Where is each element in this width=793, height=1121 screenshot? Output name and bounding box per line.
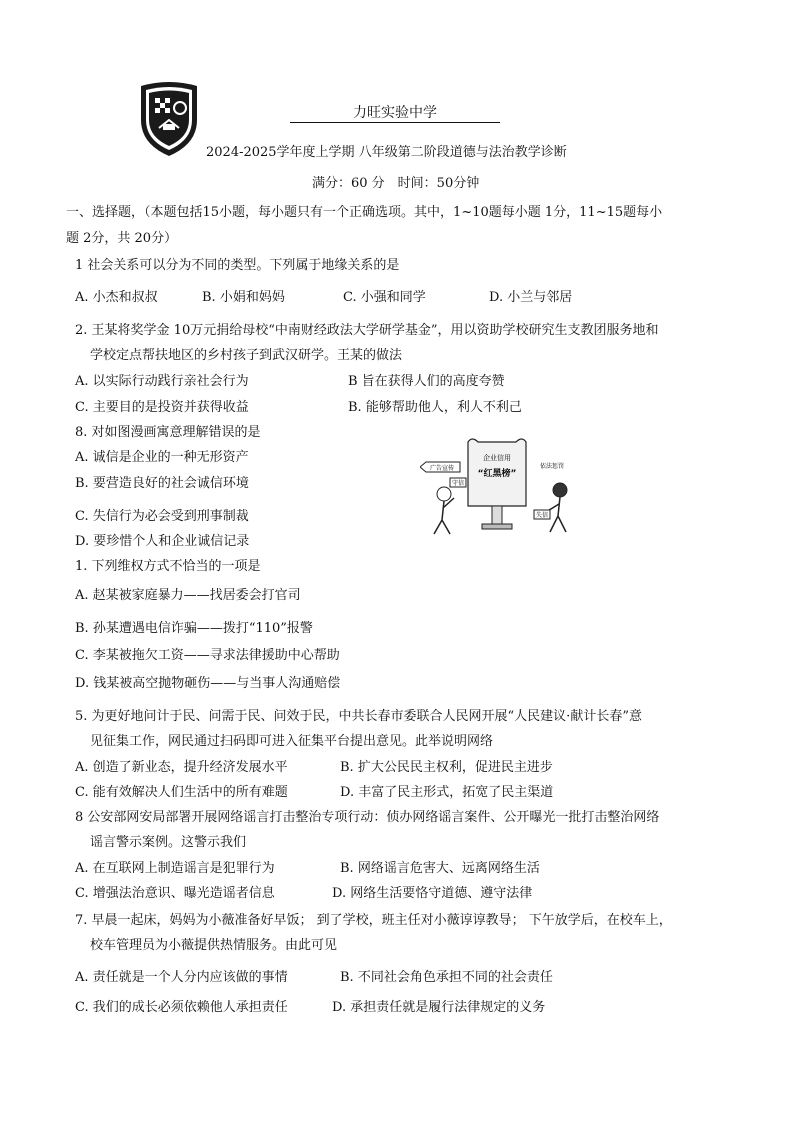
q4-option-b[interactable]: B. 孙某遭遇电信诈骗——拨打“110”报警 xyxy=(75,621,313,636)
q4-option-a[interactable]: A. 赵某被家庭暴力——找居委会打官司 xyxy=(75,588,301,603)
cartoon-sign-right: 依法惩罚 xyxy=(539,463,565,470)
q2-option-c[interactable]: C. 主要目的是投资并获得收益 xyxy=(75,400,249,415)
q6-option-d[interactable]: D. 网络生活要恪守道德、遵守法律 xyxy=(332,886,533,901)
cartoon-board-top: 企业信用 xyxy=(483,454,511,462)
section-heading-line2: 题 2分，共 20分） xyxy=(66,231,178,246)
q3-option-a[interactable]: A. 诚信是企业的一种无形资产 xyxy=(75,450,249,465)
exam-meta: 满分：60 分 时间：50分钟 xyxy=(312,176,480,191)
cartoon-tag-right: 失信 xyxy=(535,512,549,519)
q7-option-b[interactable]: B. 不同社会角色承担不同的社会责任 xyxy=(340,970,553,985)
q6-stem-line1: 8 公安部网安局部署开展网络谣言打击整治专项行动：侦办网络谣言案件、公开曝光一批打击整治网络 xyxy=(75,810,660,825)
q7-option-d[interactable]: D. 承担责任就是履行法律规定的义务 xyxy=(332,1000,546,1015)
q5-option-d[interactable]: D. 丰富了民主形式，拓宽了民主渠道 xyxy=(340,785,554,800)
q4-stem: 1. 下列维权方式不恰当的一项是 xyxy=(75,559,261,574)
q2-option-a[interactable]: A. 以实际行动践行亲社会行为 xyxy=(75,374,249,389)
cartoon-tag-left: 守信 xyxy=(451,480,465,487)
q7-stem-line2: 校车管理员为小薇提供热情服务。由此可见 xyxy=(90,938,338,953)
q7-option-c[interactable]: C. 我们的成长必须依赖他人承担责任 xyxy=(75,1000,288,1015)
q6-stem-line2: 谣言警示案例。这警示我们 xyxy=(90,835,247,850)
credit-cartoon-image xyxy=(420,436,578,538)
q3-option-d[interactable]: D. 要珍惜个人和企业诚信记录 xyxy=(75,534,250,549)
q1-option-d[interactable]: D. 小兰与邻居 xyxy=(489,290,573,305)
q3-option-c[interactable]: C. 失信行为必会受到刑事制裁 xyxy=(75,509,249,524)
q2-stem-line1: 2. 王某将奖学金 10万元捐给母校“中南财经政法大学研学基金”，用以资助学校研究生支教团服务地和 xyxy=(75,323,659,338)
q2-stem-line2: 学校定点帮扶地区的乡村孩子到武汉研学。王某的做法 xyxy=(90,348,403,363)
cartoon-sign-left: 广告宣传 xyxy=(429,465,455,472)
exam-title: 2024-2025学年度上学期 八年级第二阶段道德与法治教学诊断 xyxy=(206,145,567,160)
section-heading-line1: 一、选择题，（本题包括15小题，每小题只有一个正确选项。其中，1~10题每小题 1分，11~15题每小 xyxy=(66,205,663,220)
q2-option-d[interactable]: B. 能够帮助他人，利人不利己 xyxy=(348,400,522,415)
q4-option-c[interactable]: C. 李某被拖欠工资——寻求法律援助中心帮助 xyxy=(75,648,340,663)
school-logo xyxy=(137,80,201,158)
q5-option-a[interactable]: A. 创造了新业态，提升经济发展水平 xyxy=(75,760,288,775)
q5-option-b[interactable]: B. 扩大公民民主权利，促进民主进步 xyxy=(340,760,553,775)
q1-option-b[interactable]: B. 小娟和妈妈 xyxy=(202,290,285,305)
q7-stem-line1: 7. 早晨一起床，妈妈为小薇准备好早饭； 到了学校，班主任对小薇谆谆教导； 下午放学后，在校车上， xyxy=(75,913,672,928)
q4-option-d[interactable]: D. 钱某被高空抛物砸伤——与当事人沟通赔偿 xyxy=(75,676,341,691)
q1-option-c[interactable]: C. 小强和同学 xyxy=(343,290,426,305)
q6-option-b[interactable]: B. 网络谣言危害大、远离网络生活 xyxy=(340,861,540,876)
q5-option-c[interactable]: C. 能有效解决人们生活中的所有难题 xyxy=(75,785,288,800)
q6-option-c[interactable]: C. 增强法治意识、曝光造谣者信息 xyxy=(75,886,275,901)
q5-stem-line1: 5. 为更好地问计于民、问需于民、问效于民，中共长春市委联合人民网开展“人民建议·献计长春”意 xyxy=(75,709,642,724)
q3-option-b[interactable]: B. 要营造良好的社会诚信环境 xyxy=(75,476,249,491)
q3-stem: 8. 对如图漫画寓意理解错误的是 xyxy=(75,425,261,440)
school-name: 力旺实验中学 xyxy=(290,104,500,123)
q1-option-a[interactable]: A. 小杰和叔叔 xyxy=(75,290,158,305)
q2-option-b[interactable]: B 旨在获得人们的高度夸赞 xyxy=(348,374,505,389)
q6-option-a[interactable]: A. 在互联网上制造谣言是犯罪行为 xyxy=(75,861,275,876)
cartoon-board-main: “红黑榜” xyxy=(477,469,517,479)
q5-stem-line2: 见征集工作，网民通过扫码即可进入征集平台提出意见。此举说明网络 xyxy=(90,734,494,749)
q1-stem: 1 社会关系可以分为不同的类型。下列属于地缘关系的是 xyxy=(75,258,400,273)
q7-option-a[interactable]: A. 责任就是一个人分内应该做的事情 xyxy=(75,970,288,985)
